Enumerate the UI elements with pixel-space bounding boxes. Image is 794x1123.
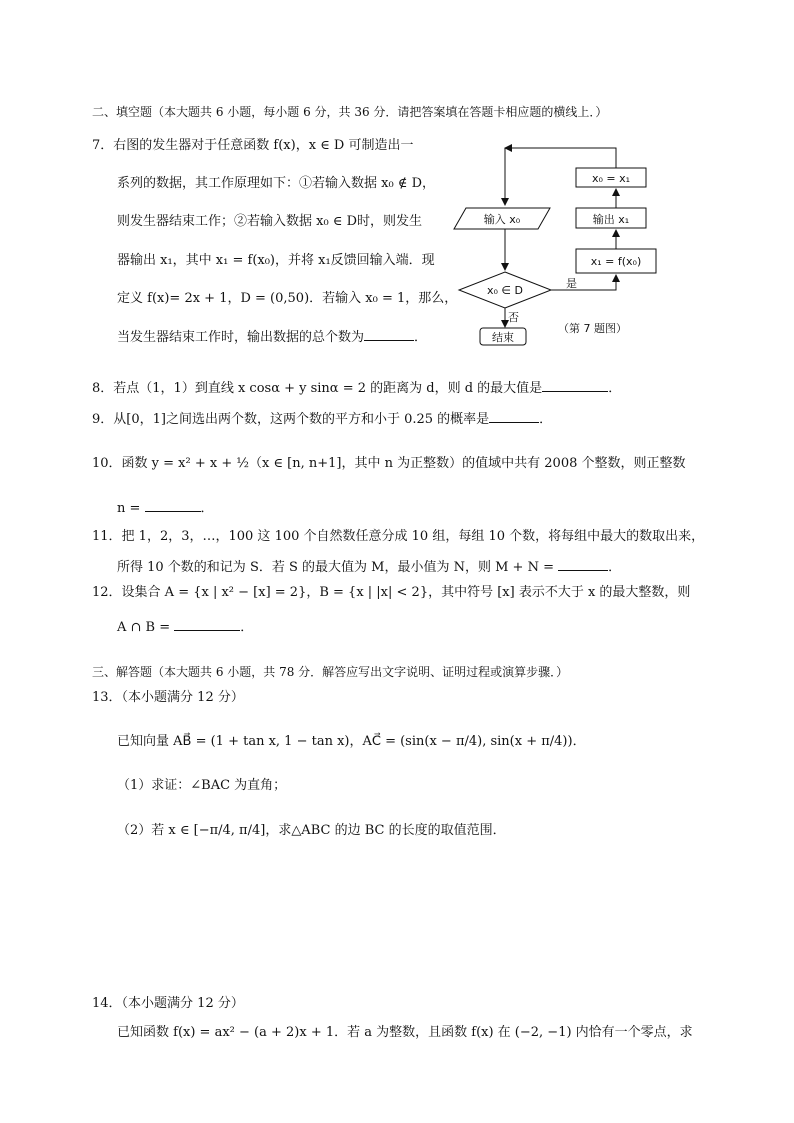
yes-arrow: [551, 275, 616, 290]
q12-answer-blank: [174, 617, 240, 631]
q8: 8．若点（1，1）到直线 x cosα + y sinα = 2 的距离为 d，则 d 的最大值是 ．: [92, 378, 621, 398]
input-text: 输入 x₀: [483, 213, 521, 226]
q13-given: 已知向量 AB⃗ = (1 + tan x, 1 − tan x)，AC⃗ = (sin(x − π/4), sin(x + π/4))．: [117, 734, 586, 749]
q7-line-5: 定义 f(x)= 2x + 1，D = (0,50)．若输入 x₀ = 1，那么，: [117, 291, 458, 306]
q7-line-1: 7．右图的发生器对于任意函数 f(x)，x ∈ D 可制造出一: [92, 138, 414, 153]
q10-answer-blank: [145, 498, 201, 512]
q11-answer-blank: [558, 557, 608, 571]
section-2-heading: 二、填空题（本大题共 6 小题，每小题 6 分，共 36 分．请把答案填在答题卡相应题的横线上．）: [92, 105, 608, 119]
q7-line-4: 器输出 x₁，其中 x₁ = f(x₀)，并将 x₁反馈回输入端．现: [117, 253, 435, 268]
box-assign-text: x₀ = x₁: [591, 172, 631, 185]
q13-part-2: （2）若 x ∈ [−π/4, π/4]，求△ABC 的边 BC 的长度的取值范围．: [117, 823, 506, 838]
figure-caption: （第 7 题图）: [558, 322, 627, 335]
yes-label: 是: [566, 277, 577, 290]
q11-line-2: 所得 10 个数的和记为 S．若 S 的最大值为 M，最小值为 N，则 M + N = ．: [117, 557, 621, 577]
decision-text: x₀ ∈ D: [487, 284, 523, 297]
q7-line-6: 当发生器结束工作时，输出数据的总个数为 ．: [117, 327, 427, 347]
end-text: 结束: [492, 331, 514, 344]
q10-line-1: 10．函数 y = x² + x + ½（x ∈ [n, n+1]，其中 n 为正整数）的值域中共有 2008 个整数，则正整数: [92, 456, 686, 471]
q13-header: 13．（本小题满分 12 分）: [92, 690, 244, 705]
q11-line-1: 11．把 1，2，3，…，100 这 100 个自然数任意分成 10 组，每组 10 个数，将每组中最大的数取出来，: [92, 529, 705, 544]
q8-answer-blank: [542, 378, 608, 392]
q13-part-1: （1）求证：∠BAC 为直角；: [117, 778, 287, 793]
q12-line-1: 12．设集合 A = {x | x² − [x] = 2}，B = {x | |x| < 2}，其中符号 [x] 表示不大于 x 的最大整数，则: [92, 585, 691, 600]
q7-answer-blank: [364, 327, 414, 341]
q9-answer-blank: [489, 409, 539, 423]
q12-line-2: A ∩ B = ．: [117, 617, 253, 637]
q14-header: 14．（本小题满分 12 分）: [92, 996, 244, 1011]
q7-line-3: 则发生器结束工作；②若输入数据 x₀ ∈ D时，则发生: [117, 214, 422, 229]
q7-line-2: 系列的数据，其工作原理如下：①若输入数据 x₀ ∉ D，: [117, 176, 435, 191]
section-3-heading: 三、解答题（本大题共 6 小题，共 78 分．解答应写出文字说明、证明过程或演算步骤．）: [92, 665, 569, 679]
q9: 9．从[0，1]之间选出两个数，这两个数的平方和小于 0.25 的概率是 ．: [92, 409, 552, 429]
box-function-text: x₁ = f(x₀): [590, 255, 642, 268]
box-output-text: 输出 x₁: [592, 213, 630, 226]
q14-text: 已知函数 f(x) = ax² − (a + 2)x + 1．若 a 为整数，且函数 f(x) 在 (−2, −1) 内恰有一个零点，求: [117, 1025, 693, 1040]
q7-flowchart: [440, 128, 670, 350]
q10-line-2: n = ．: [117, 498, 214, 518]
no-label: 否: [508, 311, 519, 324]
